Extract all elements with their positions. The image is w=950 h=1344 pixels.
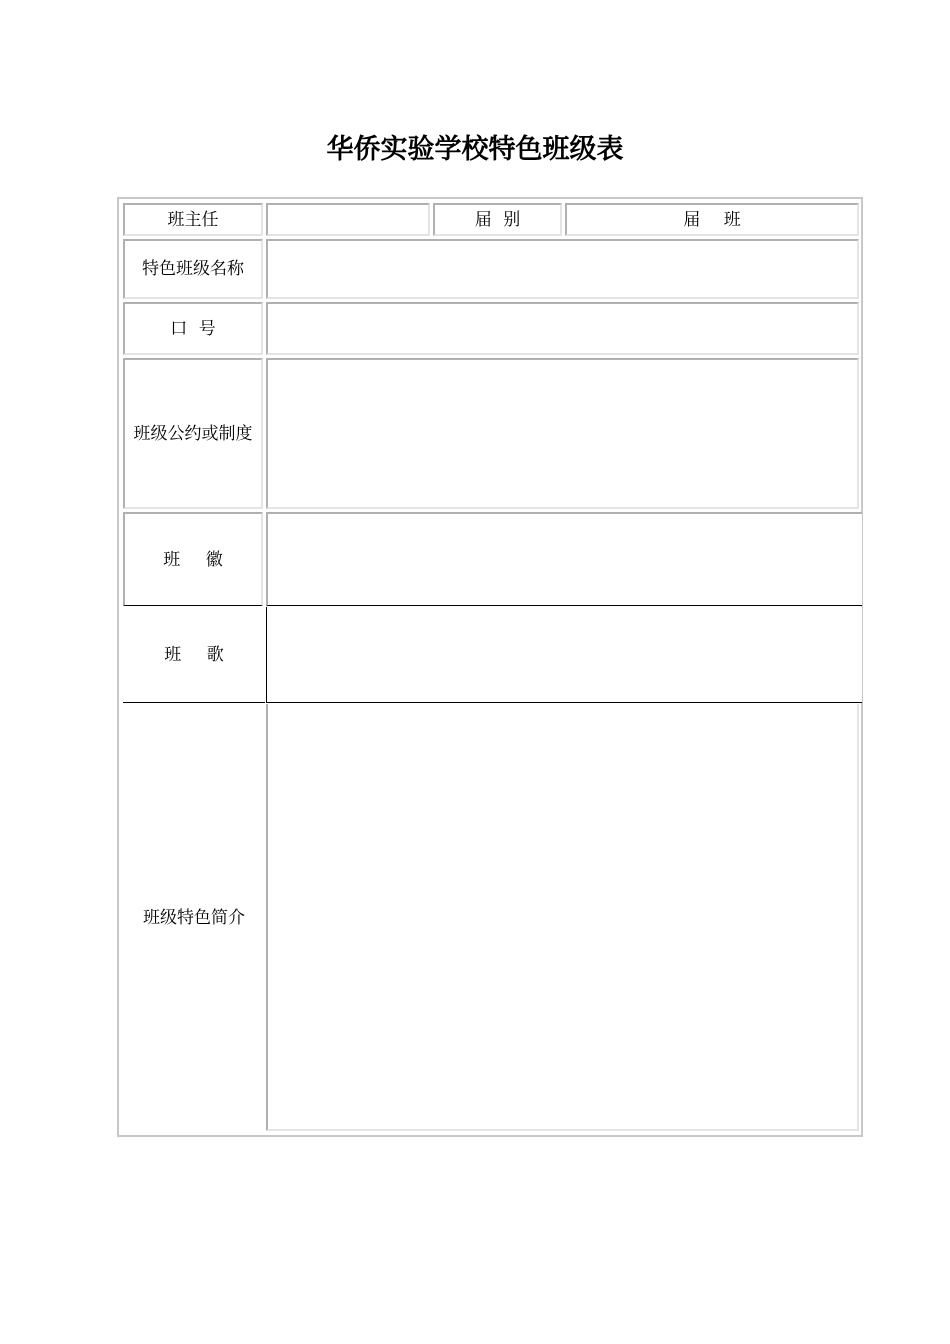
class-song-value-cell[interactable] — [266, 607, 862, 703]
class-name-value-cell[interactable] — [266, 239, 859, 299]
teacher-value-cell[interactable] — [266, 203, 430, 236]
slogan-label: 口 号 — [170, 318, 216, 339]
page-title: 华侨实验学校特色班级表 — [326, 134, 624, 165]
class-song-label-cell — [123, 607, 265, 703]
session-value-cell[interactable] — [565, 203, 859, 236]
class-rules-label-cell — [123, 358, 263, 509]
session-label: 届 别 — [474, 209, 521, 230]
session-label-cell — [433, 203, 562, 236]
slogan-label-cell — [123, 302, 263, 355]
class-emblem-value-cell[interactable] — [266, 512, 862, 606]
class-name-label-cell — [123, 239, 263, 299]
class-intro-label-cell — [123, 704, 265, 1131]
class-name-label: 特色班级名称 — [142, 259, 244, 279]
class-emblem-label: 班 徽 — [163, 549, 223, 570]
feature-class-form — [117, 197, 863, 1137]
class-intro-value-cell[interactable] — [266, 704, 859, 1131]
class-intro-label: 班级特色简介 — [143, 907, 245, 928]
teacher-label: 班主任 — [167, 209, 219, 230]
session-value: 届 班 — [683, 209, 741, 230]
class-rules-label: 班级公约或制度 — [133, 423, 253, 444]
slogan-value-cell[interactable] — [266, 302, 859, 355]
class-song-label: 班 歌 — [164, 644, 224, 665]
teacher-label-cell — [123, 203, 263, 236]
class-rules-value-cell[interactable] — [266, 358, 859, 509]
class-emblem-label-cell — [123, 512, 263, 606]
